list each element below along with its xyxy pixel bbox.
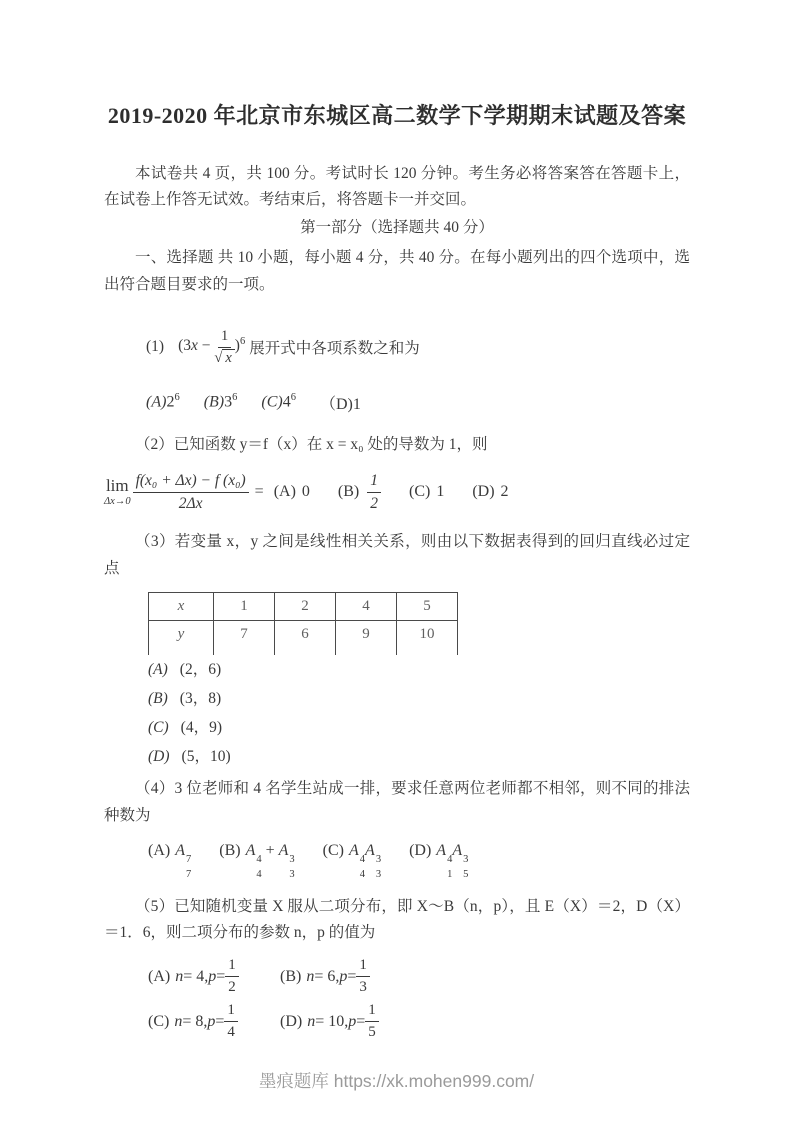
- table-cell: 9: [336, 621, 397, 649]
- option-c: [261, 393, 296, 411]
- option-b: [219, 842, 294, 880]
- option-c: [104, 713, 690, 742]
- fraction-numerator: 1: [365, 1001, 379, 1022]
- option-label: (B): [148, 690, 168, 707]
- option-a: [148, 954, 280, 999]
- superscript: 3: [289, 854, 295, 865]
- option-label: （D): [319, 395, 353, 413]
- formula-power: 6: [239, 336, 246, 348]
- option-label: (C): [148, 1012, 170, 1030]
- equals-sign: =: [216, 967, 226, 985]
- option-label: (C): [148, 719, 169, 736]
- plus-sign: +: [265, 842, 275, 859]
- option-label: (B): [203, 393, 225, 411]
- fraction-denominator: 2: [228, 979, 236, 995]
- variable-n: n: [174, 1012, 183, 1030]
- equals-sign: =: [356, 1012, 366, 1030]
- table-cell: 5: [397, 593, 458, 621]
- option-a: [146, 393, 180, 411]
- variable-n: n: [307, 1012, 316, 1030]
- fraction-denominator: 5: [368, 1024, 376, 1040]
- option-label: (C): [322, 842, 344, 859]
- sup-sub: [256, 855, 261, 880]
- question-2-formula-line: [104, 466, 690, 518]
- option-c: [148, 999, 280, 1044]
- superscript: 3: [375, 854, 382, 865]
- option-label: (A): [148, 842, 171, 859]
- question-2-stem: （2）已知函数 y＝f（x）在 x = x₀ 处的导数为 1，则: [135, 436, 488, 453]
- fraction: [367, 471, 381, 513]
- permutation-symbol: A: [278, 842, 289, 859]
- subscript: 3: [375, 868, 382, 880]
- subscript: 1: [447, 868, 453, 880]
- section1-intro: 一、选择题 共 10 小题，每小题 4 分，共 40 分。在每小题列出的四个选项中，选出符合题目要求的一项。: [104, 249, 690, 293]
- fraction-denominator: [214, 348, 234, 367]
- exam-instructions: 本试卷共 4 页，共 100 分。考试时长 120 分钟。考生务必将答案答在答题卡上，在试卷上作答无试效。考结束后，将答题卡一并交回。: [104, 165, 690, 208]
- variable-p: p: [348, 1012, 357, 1030]
- question-5-stem: （5）已知随机变量 X 服从二项分布，即 X～B（n，p），且 E（X）＝2，D（X）＝1．6，则二项分布的参数 n，p 的值为: [104, 898, 690, 941]
- option-label: (D): [472, 483, 495, 500]
- data-table: [148, 592, 458, 655]
- question-3-stem: （3）若变量 x，y 之间是线性相关关系，则由以下数据表得到的回归直线必过定点: [104, 533, 690, 577]
- fraction-denominator: 3: [359, 979, 367, 995]
- option-exponent: 6: [174, 391, 180, 403]
- option-b: [204, 393, 238, 411]
- question-4-stem: （4）3 位老师和 4 名学生站成一排，要求任意两位老师都不相邻，则不同的排法种数为: [104, 780, 690, 824]
- option-label: (A): [146, 393, 167, 411]
- limit-text: lim: [105, 475, 129, 495]
- option-value: 0: [301, 483, 310, 500]
- superscript: 7: [186, 854, 192, 865]
- limit-operator: [104, 477, 131, 508]
- part1-heading: 第一部分（选择题共 40 分）: [300, 219, 494, 236]
- fraction-numerator: 1: [225, 956, 239, 977]
- option-a: [104, 655, 690, 684]
- option-label: (D): [409, 842, 432, 859]
- option-value: 1: [436, 483, 445, 500]
- subscript: 4: [256, 868, 262, 880]
- fraction: [214, 327, 234, 366]
- variable-p: p: [207, 1012, 216, 1030]
- subscript: 7: [186, 868, 192, 880]
- permutation-symbol: A: [245, 842, 256, 859]
- equals-sign: =: [254, 483, 264, 500]
- formula-variable: x: [191, 337, 198, 355]
- sqrt-argument: x: [222, 349, 234, 366]
- table-header-x: x: [149, 593, 214, 621]
- option-text: = 6,: [314, 967, 340, 985]
- option-label: (C): [261, 393, 283, 411]
- equals-sign: =: [215, 1012, 225, 1030]
- variable-p: p: [208, 967, 217, 985]
- table-cell: 6: [275, 621, 336, 649]
- table-border-stubs: [149, 648, 458, 655]
- option-label: (A): [273, 483, 296, 500]
- superscript: 4: [359, 854, 366, 865]
- option-value: (4，9): [180, 719, 222, 736]
- option-text: = 4,: [183, 967, 209, 985]
- table-cell: 10: [397, 621, 458, 649]
- subscript: 4: [359, 868, 366, 880]
- footer: [0, 1068, 793, 1093]
- permutation-symbol: A: [365, 842, 375, 859]
- option-value: 2: [500, 483, 509, 500]
- sup-sub: [186, 855, 191, 880]
- option-b: [280, 954, 379, 999]
- permutation-symbol: A: [349, 842, 359, 859]
- fraction-denominator: 2: [370, 494, 378, 512]
- document-body: [104, 0, 690, 1044]
- formula-minus: −: [197, 337, 215, 355]
- option-value: 1: [352, 395, 361, 413]
- question-5-options: [104, 954, 690, 1044]
- option-label: (D): [280, 1012, 303, 1030]
- table-header-y: y: [149, 621, 214, 649]
- variable-n: n: [175, 967, 184, 985]
- option-value: 3: [224, 393, 233, 411]
- permutation-symbol: A: [436, 842, 447, 859]
- option-label: (A): [148, 967, 171, 985]
- table-cell: 1: [214, 593, 275, 621]
- fraction-numerator: f(x₀ + Δx) − f (x₀): [133, 471, 249, 492]
- option-d: [104, 742, 690, 771]
- option-exponent: 6: [290, 391, 296, 403]
- fraction: [356, 956, 370, 997]
- option-b: [104, 684, 690, 713]
- fraction: [225, 956, 239, 997]
- option-label: (B): [337, 483, 360, 500]
- question-4-options: [104, 842, 690, 880]
- option-value: (3，8): [179, 690, 222, 707]
- fraction-numerator: 1: [224, 1001, 238, 1022]
- fraction-denominator: 4: [227, 1024, 235, 1040]
- fraction-denominator: 2Δx: [178, 494, 203, 512]
- option-label: (B): [219, 842, 241, 859]
- subscript: 5: [463, 868, 469, 880]
- option-d: [472, 483, 508, 501]
- option-value: (5，10): [181, 748, 231, 765]
- fraction: [365, 1001, 379, 1042]
- option-exponent: 6: [232, 391, 238, 403]
- sup-sub: [289, 855, 294, 880]
- question-1-stem: [104, 322, 690, 372]
- subscript: 3: [289, 868, 295, 880]
- table-row-y: [149, 621, 458, 649]
- option-a: [148, 842, 191, 880]
- table-row-x: [149, 593, 458, 621]
- permutation-symbol: A: [175, 842, 185, 859]
- option-d: [409, 842, 468, 880]
- superscript: 4: [256, 854, 262, 865]
- option-d: [320, 391, 361, 414]
- equals-sign: =: [347, 967, 357, 985]
- option-a: [274, 483, 310, 501]
- variable-p: p: [339, 967, 348, 985]
- sqrt-symbol: √: [214, 349, 223, 366]
- formula-open: (3: [178, 337, 191, 355]
- formula-close: ): [234, 337, 240, 355]
- option-value: 2: [166, 393, 175, 411]
- table-cell: 7: [214, 621, 275, 649]
- option-text: = 8,: [182, 1012, 208, 1030]
- table-cell: 4: [336, 593, 397, 621]
- fraction-numerator: 1: [218, 327, 231, 347]
- option-b: [338, 471, 381, 513]
- question-1-options: [104, 388, 690, 416]
- option-label: (D): [148, 748, 170, 765]
- option-c: [409, 483, 444, 501]
- option-d: [280, 999, 379, 1044]
- permutation-symbol: A: [452, 842, 463, 859]
- fraction-numerator: 1: [356, 956, 370, 977]
- fraction-numerator: 1: [367, 471, 381, 492]
- question-1-formula: [178, 327, 245, 366]
- page-title: 2019-2020 年北京市东城区高二数学下学期期末试题及答案: [107, 103, 687, 128]
- footer-site-link[interactable]: 墨痕题库 https://xk.mohen999.com/: [258, 1071, 535, 1091]
- fraction: [133, 471, 249, 513]
- question-1-label: (1): [146, 338, 165, 355]
- question-1-text: 展开式中各项系数之和为: [249, 340, 420, 357]
- limit-subscript: Δx→0: [104, 495, 131, 507]
- superscript: 4: [447, 854, 453, 865]
- option-value: 4: [282, 393, 291, 411]
- option-label: (C): [408, 483, 431, 500]
- option-c: [323, 842, 381, 880]
- option-value: (2，6): [179, 661, 222, 678]
- sup-sub: [463, 855, 468, 880]
- option-text: = 10,: [315, 1012, 349, 1030]
- superscript: 3: [463, 854, 469, 865]
- table-cell: 2: [275, 593, 336, 621]
- sup-sub: [376, 855, 381, 880]
- fraction: [224, 1001, 238, 1042]
- option-label: (A): [148, 661, 168, 678]
- variable-n: n: [306, 967, 315, 985]
- option-label: (B): [280, 967, 302, 985]
